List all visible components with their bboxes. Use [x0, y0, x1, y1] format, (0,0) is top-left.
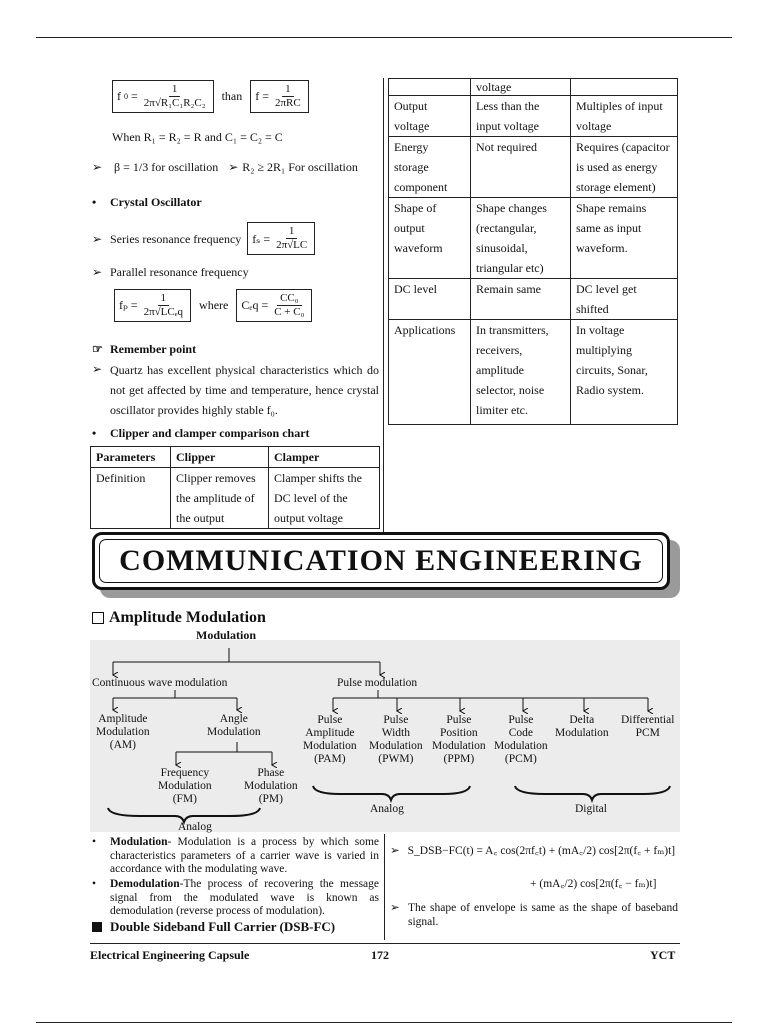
table-header-cell: Parameters — [91, 447, 171, 468]
fp-den: 2π√LCₑq — [143, 306, 184, 318]
pointing-hand-icon: ☞ — [92, 342, 103, 356]
envelope-text: The shape of envelope is same as the shape of baseband signal. — [408, 902, 678, 928]
banner-title: COMMUNICATION ENGINEERING — [119, 544, 643, 577]
beta-line: β = 1/3 for oscillation — [114, 160, 219, 174]
footer-page-number: 172 — [371, 948, 389, 962]
table-cell: Remain same — [471, 279, 571, 320]
table-cell: Not required — [471, 137, 571, 198]
dot-bullet-icon: • — [92, 195, 97, 209]
table-cell: Clamper shifts the DC level of the output voltage — [269, 468, 380, 529]
dot-bullet-icon: • — [92, 878, 97, 890]
footer-publisher: YCT — [650, 948, 676, 962]
diagram-dpcm: Differential PCM — [621, 714, 675, 739]
modulation-text: - Modulation is a process by which some characteristics parameters of a carrier wave is varied in accordance with the modulating wave. — [110, 836, 379, 875]
ceq-lhs: Cₑq = — [241, 298, 269, 312]
f0-lhs: f — [117, 89, 121, 103]
dot-bullet-icon: • — [92, 426, 97, 440]
dsb-title-row — [92, 919, 335, 935]
f-lhs: f = — [255, 89, 269, 103]
dsb-equation-1: S_DSB−FC(t) = A꜀ cos(2πf꜀t) + (mA꜀/2) cos[2π(f꜀ + fₘ)t] — [407, 845, 676, 857]
parallel-text: Parallel resonance frequency — [110, 265, 249, 279]
crystal-title: Crystal Oscillator — [110, 195, 202, 209]
diagram-analog-pulse: Analog — [370, 803, 404, 815]
dsb-equation-row — [390, 845, 675, 859]
remember-title: Remember point — [110, 342, 197, 356]
quartz-text: Quartz has excellent physical characteristics which do not get affected by time and temperature, hence crystal oscillator provides highly stable f₀. — [110, 363, 379, 417]
diagram-ppm: Pulse Position Modulation (PPM) — [432, 714, 486, 765]
table-cell: Clipper removes the amplitude of the output — [171, 468, 269, 529]
table-cell: DC level — [389, 279, 471, 320]
footer-book-title: Electrical Engineering Capsule — [90, 948, 250, 962]
table-cell: In voltage multiplying circuits, Sonar, Radio system. — [571, 320, 678, 425]
section-title: Amplitude Modulation — [109, 609, 266, 626]
equals: = — [131, 89, 138, 103]
table-cell: Shape remains same as input waveform. — [571, 198, 678, 279]
fp-lhs: fₚ = — [119, 298, 138, 312]
table-header-cell: Clipper — [171, 447, 269, 468]
table-cell: Multiples of input voltage — [571, 96, 678, 137]
arrow-bullet-icon: ➢ — [92, 265, 103, 279]
arrow-bullet-icon: ➢ — [228, 160, 239, 174]
table-cell: DC level get shifted — [571, 279, 678, 320]
dsb-equation-2: + (mA꜀/2) cos[2π(f꜀ − fₘ)t] — [530, 878, 657, 890]
diagram-pwm: Pulse Width Modulation (PWM) — [369, 714, 423, 765]
table-cell: Shape changes (rectangular, sinusoidal, triangular etc) — [471, 198, 571, 279]
modulation-term: Modulation — [110, 836, 168, 848]
when-line: When R₁ = R₂ = R and C₁ = C₂ = C — [112, 130, 283, 144]
diagram-pm: Phase Modulation (PM) — [244, 767, 298, 805]
diagram-digital: Digital — [575, 803, 607, 815]
fs-den: 2π√LC — [276, 239, 308, 251]
arrow-bullet-icon: ➢ — [92, 362, 103, 376]
arrow-bullet-icon: ➢ — [92, 160, 103, 174]
demodulation-text: -The process of recovering the message signal from the modulated wave is known as demodulation (reverse process of modulation). — [110, 878, 379, 917]
modulation-definition — [92, 836, 379, 877]
demodulation-definition — [92, 878, 379, 919]
table-cell: Energy storage component — [389, 137, 471, 198]
series-text: Series resonance frequency — [110, 231, 242, 246]
diagram-delta: Delta Modulation — [555, 714, 609, 739]
demodulation-term: Demodulation — [110, 878, 180, 890]
diagram-pulse: Pulse modulation — [337, 677, 418, 689]
square-bullet-icon — [92, 922, 102, 932]
fs-num: 1 — [286, 225, 298, 239]
f-den: 2πRC — [275, 97, 301, 109]
dot-bullet-icon: • — [92, 836, 97, 848]
fp-num: 1 — [158, 292, 170, 306]
diagram-continuous: Continuous wave modulation — [92, 677, 228, 689]
ceq-num: CC₀ — [277, 292, 302, 306]
f0-den: 2π√R₁C₁R₂C₂ — [143, 97, 206, 109]
chart-title: Clipper and clamper comparison chart — [110, 426, 310, 440]
f0-num: 1 — [169, 83, 181, 97]
fs-lhs: fₛ = — [252, 231, 271, 246]
table-cell: voltage — [471, 79, 571, 96]
f-num: 1 — [282, 83, 294, 97]
table-cell: Definition — [91, 468, 171, 529]
than-text: than — [221, 89, 243, 103]
diagram-am: Amplitude Modulation (AM) — [96, 713, 150, 751]
bottom-column-divider — [384, 834, 385, 940]
dsb-title: Double Sideband Full Carrier (DSB-FC) — [110, 919, 336, 934]
diagram-analog-cw: Analog — [178, 821, 212, 833]
table-cell: Output voltage — [389, 96, 471, 137]
arrow-bullet-icon: ➢ — [390, 902, 400, 914]
r-line: R₂ ≥ 2R₁ For oscillation — [242, 160, 358, 174]
ceq-den: C + C₀ — [274, 306, 305, 318]
table-header-cell: Clamper — [269, 447, 380, 468]
where-text: where — [199, 298, 229, 312]
diagram-fm: Frequency Modulation (FM) — [158, 767, 212, 805]
table-cell: In transmitters, receivers, amplitude selector, noise limiter etc. — [471, 320, 571, 425]
footer-rule — [90, 943, 680, 944]
f0-sub: 0 — [124, 92, 128, 101]
diagram-pcm: Pulse Code Modulation (PCM) — [494, 714, 548, 765]
envelope-row — [390, 902, 678, 929]
arrow-bullet-icon: ➢ — [390, 845, 400, 857]
table-cell: Requires (capacitor is used as energy storage element) — [571, 137, 678, 198]
diagram-pam: Pulse Amplitude Modulation (PAM) — [303, 714, 357, 765]
diagram-root: Modulation — [196, 628, 257, 642]
table-cell: Shape of output waveform — [389, 198, 471, 279]
table-cell: Less than the input voltage — [471, 96, 571, 137]
arrow-bullet-icon: ➢ — [92, 231, 103, 246]
table-cell: Applications — [389, 320, 471, 425]
diagram-angle: Angle Modulation — [207, 713, 261, 738]
